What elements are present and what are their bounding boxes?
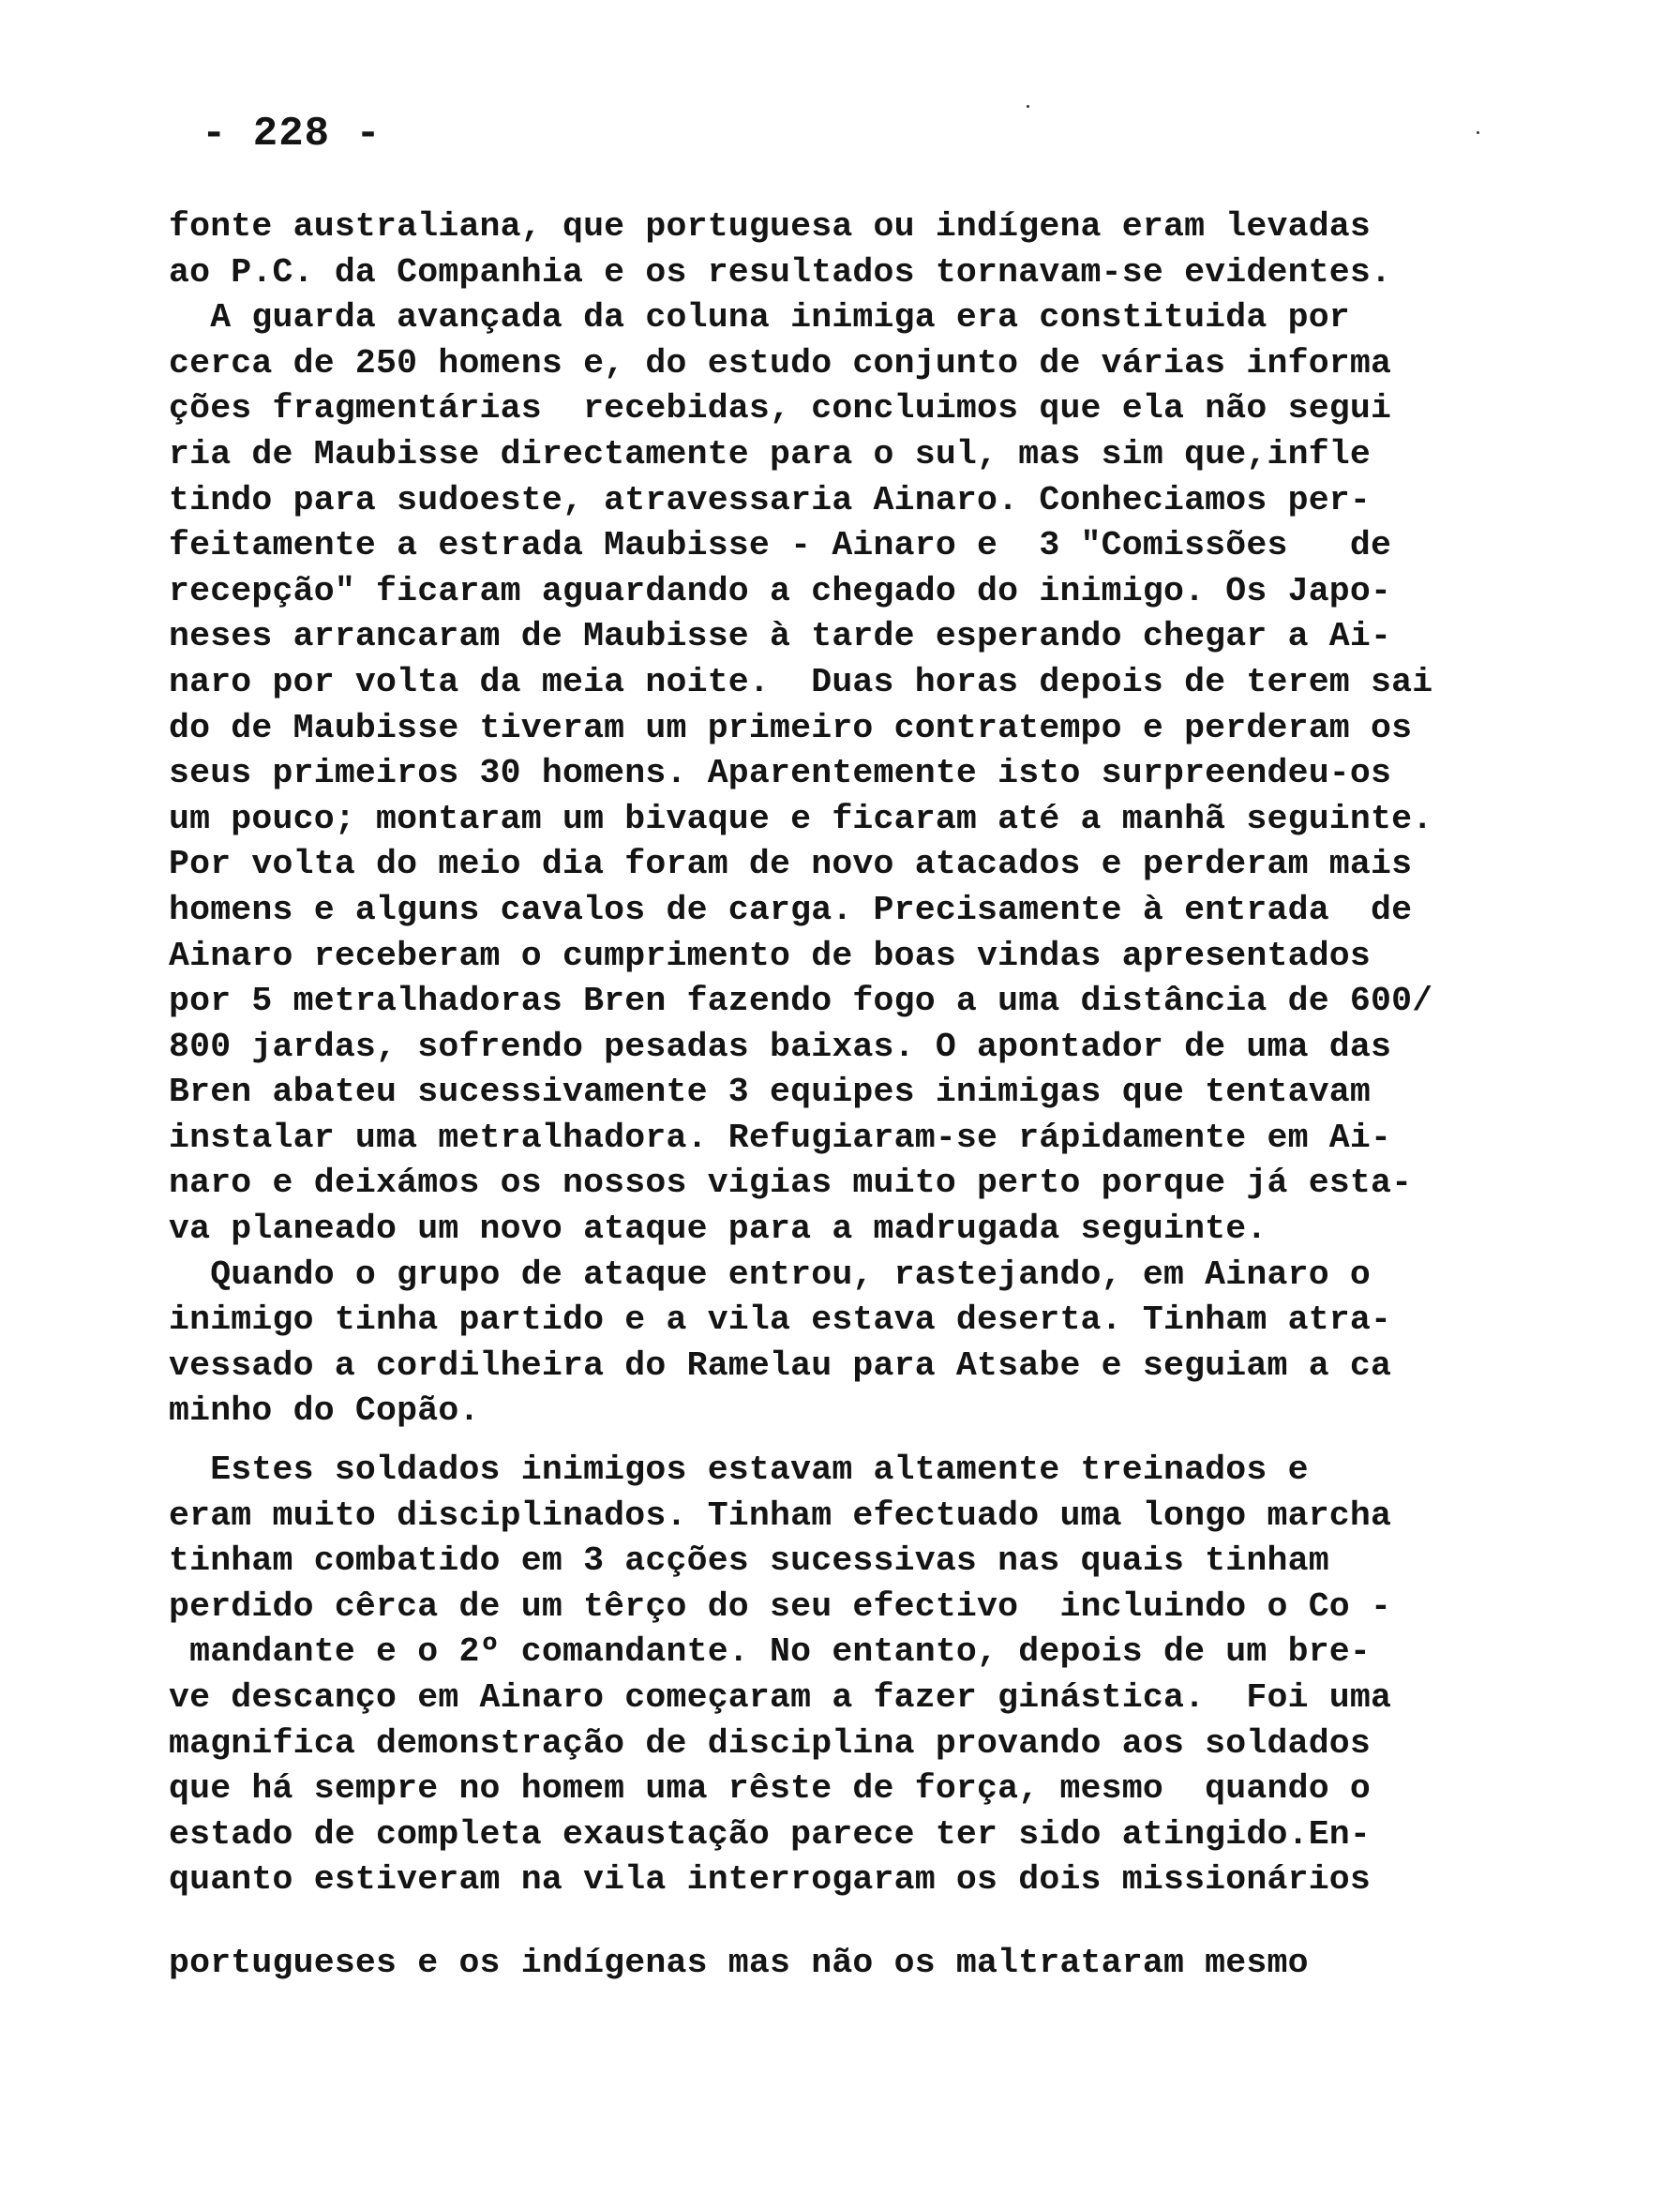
text-line: do de Maubisse tiveram um primeiro contratempo e perderam os — [169, 708, 1413, 747]
text-line: ria de Maubisse directamente para o sul, mas sim que,infle — [169, 434, 1372, 473]
text-line: por 5 metralhadoras Bren fazendo fogo a uma distância de 600/ — [169, 982, 1433, 1021]
text-line: mandante e o 2º comandante. No entanto, depois de um bre- — [169, 1632, 1372, 1672]
text-line: vessado a cordilheira do Ramelau para Atsabe e seguiam a ca — [169, 1345, 1392, 1385]
text-line: tinham combatido em 3 acções sucessivas nas quais tinham — [169, 1541, 1329, 1581]
text-line: um pouco; montaram um bivaque e ficaram até a manhã seguinte. — [169, 799, 1433, 838]
text-line: eram muito disciplinados. Tinham efectuado uma longo marcha — [169, 1495, 1392, 1535]
paragraph-gap — [169, 1903, 1584, 1941]
text-line: Quando o grupo de ataque entrou, rastejando, em Ainaro o — [169, 1255, 1372, 1294]
paragraph-gap — [169, 1435, 1584, 1448]
text-line: seus primeiros 30 homens. Aparentemente isto surpreendeu-os — [169, 754, 1392, 793]
text-line: Ainaro receberam o cumprimento de boas vindas apresentados — [169, 936, 1372, 975]
text-line: quanto estiveram na vila interrogaram os dois missionários — [169, 1860, 1372, 1900]
text-line: estado de completa exaustação parece ter sido atingido.En- — [169, 1814, 1372, 1854]
text-line: 800 jardas, sofrendo pesadas baixas. O apontador de uma das — [169, 1027, 1392, 1066]
text-line: que há sempre no homem uma rêste de força, mesmo quando o — [169, 1769, 1372, 1809]
text-line: tindo para sudoeste, atravessaria Ainaro. Conheciamos per- — [169, 480, 1372, 519]
text-line: Bren abateu sucessivamente 3 equipes inimigas que tentavam — [169, 1073, 1372, 1112]
text-line: minho do Copão. — [169, 1391, 480, 1431]
text-line: neses arrancaram de Maubisse à tarde esperando chegar a Ai- — [169, 617, 1392, 656]
scan-speck — [1477, 131, 1479, 134]
text-line: ções fragmentárias recebidas, concluimos que ela não segui — [169, 389, 1392, 428]
text-line: ao P.C. da Companhia e os resultados tornavam-se evidentes. — [169, 252, 1392, 292]
text-line: Por volta do meio dia foram de novo atacados e perderam mais — [169, 845, 1413, 884]
page-number: - 228 - — [202, 111, 382, 158]
text-line: inimigo tinha partido e a vila estava deserta. Tinham atra- — [169, 1300, 1392, 1340]
text-line: va planeado um novo ataque para a madrugada seguinte. — [169, 1210, 1268, 1249]
text-line: instalar uma metralhadora. Refugiaram-se rápidamente em Ai- — [169, 1118, 1392, 1157]
text-line: magnifica demonstração de disciplina provando aos soldados — [169, 1723, 1372, 1763]
text-line: Estes soldados inimigos estavam altamente treinados e — [169, 1450, 1309, 1490]
body-text — [169, 204, 1584, 1987]
text-line: homens e alguns cavalos de carga. Precisamente à entrada de — [169, 890, 1413, 929]
text-line: naro e deixámos os nossos vigias muito perto porque já esta- — [169, 1164, 1413, 1203]
text-line: portugueses e os indígenas mas não os maltrataram mesmo — [169, 1943, 1309, 1982]
text-line: cerca de 250 homens e, do estudo conjunto de várias informa — [169, 343, 1392, 383]
text-line: naro por volta da meia noite. Duas horas depois de terem sai — [169, 662, 1433, 701]
scan-speck — [1027, 105, 1029, 108]
text-line: perdido cêrca de um têrço do seu efectivo incluindo o Co - — [169, 1586, 1392, 1626]
text-line: A guarda avançada da coluna inimiga era constituida por — [169, 298, 1350, 338]
text-line: feitamente a estrada Maubisse - Ainaro e 3 "Comissões de — [169, 526, 1392, 565]
text-line: fonte australiana, que portuguesa ou indígena eram levadas — [169, 207, 1372, 246]
text-line: recepção" ficaram aguardando a chegado do inimigo. Os Japo- — [169, 571, 1392, 610]
text-line: ve descanço em Ainaro começaram a fazer ginástica. Foi uma — [169, 1678, 1392, 1717]
